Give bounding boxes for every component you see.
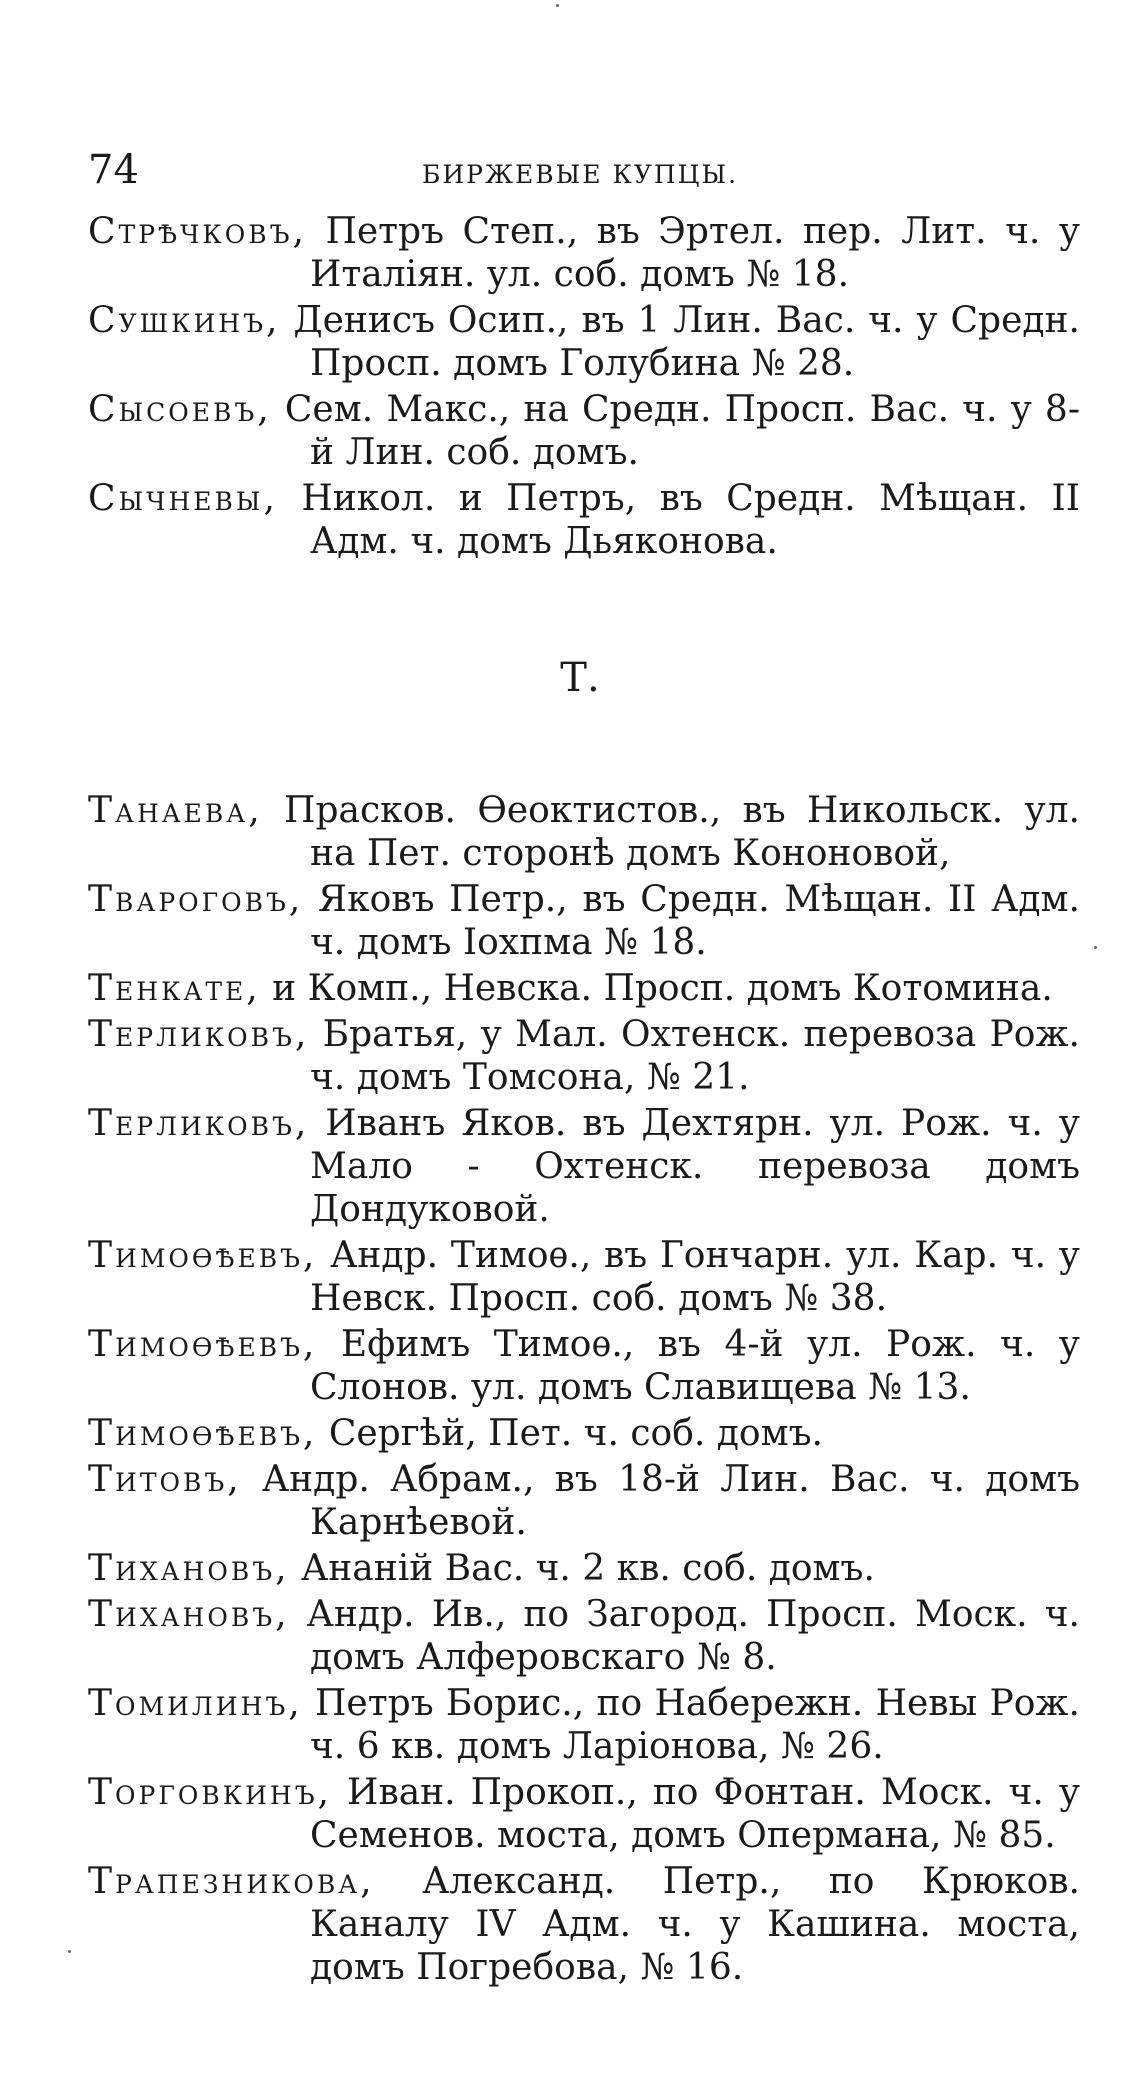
entry-surname: Тимоѳѣевъ, [88, 1235, 318, 1276]
entry-text: Андр. Ив., по Загород. Просп. Моск. ч. домъ Алферовскаго № 8. [306, 1594, 1080, 1678]
entry-text: Иван. Прокоп., по Фонтан. Моск. ч. у Семенов. моста, домъ Опермана, № 85. [310, 1772, 1080, 1856]
entries-after [80, 789, 1080, 1989]
directory-entry [80, 477, 1080, 563]
entry-surname: Сычневы, [88, 478, 278, 519]
entry-text: Сергѣй, Пет. ч. соб. домъ. [328, 1413, 823, 1454]
directory-entry [80, 299, 1080, 385]
directory-entry [80, 967, 1080, 1010]
entry-surname: Твароговъ, [88, 879, 304, 920]
running-head: БИРЖЕВЫЕ КУПЦЫ. [421, 160, 739, 189]
entry-surname: Сысоевъ, [88, 389, 272, 430]
stray-mark-top [556, 4, 559, 7]
directory-entry [80, 1682, 1080, 1768]
directory-entry [80, 1547, 1080, 1590]
entry-text: Денисъ Осип., въ 1 Лин. Вас. ч. у Средн. Просп. домъ Голубина № 28. [293, 300, 1080, 384]
entry-text: Петръ Борис., по Набережн. Невы Рож. ч. 6 кв. домъ Ларіонова, № 26. [310, 1683, 1080, 1767]
entry-surname: Стрѣчковъ, [88, 211, 307, 252]
directory-entry [80, 789, 1080, 875]
book-page [80, 147, 1081, 1992]
entry-surname: Трапезникова, [88, 1861, 375, 1902]
directory-entry [80, 1860, 1080, 1989]
directory-entry [80, 878, 1080, 964]
directory-entry [80, 1458, 1080, 1544]
entry-surname: Терликовъ, [88, 1103, 310, 1144]
directory-entry [80, 1234, 1080, 1320]
stray-mark-right [1094, 946, 1097, 949]
entry-surname: Тихановъ, [88, 1548, 290, 1589]
entry-text: Никол. и Петръ, въ Средн. Мѣщан. II Адм. ч. домъ Дьяконова. [301, 478, 1080, 562]
page-header [80, 147, 1080, 210]
section-letter-heading: Т. [560, 655, 600, 701]
entry-text: Яковъ Петр., въ Средн. Мѣщан. II Адм. ч. домъ Іохпма № 18. [310, 879, 1080, 963]
stray-mark-bottom [68, 1950, 71, 1953]
entry-text: и Комп., Невска. Просп. домъ Котомина. [272, 968, 1053, 1009]
entry-surname: Сушкинъ, [88, 300, 281, 341]
entry-text: Александ. Петр., по Крюков. Каналу IV Адм. ч. у Кашина. моста, домъ Погребова, № 16. [310, 1861, 1081, 1988]
entry-surname: Тимоѳѣевъ, [88, 1324, 318, 1365]
entry-text: Ефимъ Тимоѳ., въ 4-й ул. Рож. ч. у Слонов. ул. домъ Славищева № 13. [310, 1324, 1080, 1408]
directory-entry [80, 1323, 1080, 1409]
page-number: 74 [88, 147, 139, 193]
entry-text: Прасков. Ѳеоктистов., въ Никольск. ул. на Пет. сторонѣ домъ Кононовой, [284, 790, 1080, 874]
directory-entry [80, 1412, 1080, 1455]
directory-entry [80, 210, 1080, 296]
entry-surname: Тенкате, [88, 968, 261, 1009]
entry-text: Андр. Тимоѳ., въ Гончарн. ул. Кар. ч. у Невск. Просп. соб. домъ № 38. [310, 1235, 1080, 1319]
entry-text: Иванъ Яков. въ Дехтярн. ул. Рож. ч. у Мало - Охтенск. перевоза домъ Дондуковой. [310, 1103, 1080, 1230]
entry-text: Сем. Макс., на Средн. Просп. Вас. ч. у 8-й Лин. соб. домъ. [284, 389, 1080, 473]
directory-entry [80, 1771, 1080, 1857]
entry-surname: Тимоѳѣевъ, [88, 1413, 318, 1454]
directory-entry [80, 1102, 1080, 1231]
entry-text: Андр. Абрам., въ 18-й Лин. Вас. ч. домъ Карнѣевой. [261, 1459, 1080, 1543]
directory-entry [80, 1013, 1080, 1099]
entry-surname: Титовъ, [88, 1459, 242, 1500]
entry-surname: Танаева, [88, 790, 263, 831]
directory-entry [80, 388, 1080, 474]
entry-surname: Тихановъ, [88, 1594, 290, 1635]
directory-entry [80, 1593, 1080, 1679]
entry-surname: Торговкинъ, [88, 1772, 333, 1813]
entry-text: Ананій Вас. ч. 2 кв. соб. домъ. [300, 1548, 875, 1589]
entry-surname: Терликовъ, [88, 1014, 310, 1055]
entry-text: Братья, у Мал. Охтенск. перевоза Рож. ч. домъ Томсона, № 21. [310, 1014, 1080, 1098]
entries-before [80, 210, 1080, 563]
entry-text: Петръ Степ., въ Эртел. пер. Лит. ч. у Италіян. ул. соб. домъ № 18. [310, 211, 1080, 295]
entry-surname: Томилинъ, [88, 1683, 303, 1724]
